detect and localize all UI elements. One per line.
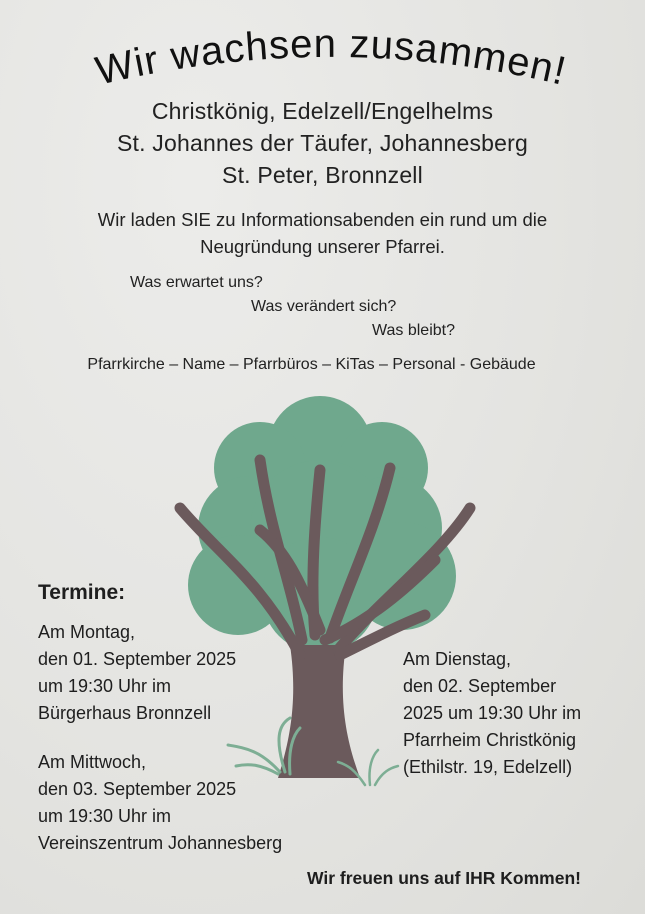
intro-line-2: Neugründung unserer Pfarrei. (200, 236, 445, 257)
parish-line-2: St. Johannes der Täufer, Johannesberg (116, 130, 529, 156)
appointments-heading: Termine: (38, 581, 126, 604)
closing-note (0, 868, 645, 889)
appointment-2-line-5: (Ethilstr. 19, Edelzell) (403, 757, 573, 777)
appointment-3-line-1: Am Mittwoch, (38, 752, 147, 772)
appointment-1-line-4: Bürgerhaus Bronnzell (38, 703, 212, 723)
topics-line: Pfarrkirche – Name – Pfarrbüros – KiTas – Personal - Gebäude (87, 356, 536, 373)
parish-line-1: Christkönig, Edelzell/Engelhelms (151, 98, 494, 124)
appointment-2 (403, 646, 581, 781)
appointment-1-line-1: Am Montag, (38, 622, 136, 642)
question-1: Was erwartet uns? (130, 274, 263, 291)
parish-line-3: St. Peter, Bronnzell (222, 162, 423, 188)
appointment-3-line-2: den 03. September 2025 (38, 779, 237, 799)
appointment-1-line-2: den 01. September 2025 (38, 649, 237, 669)
intro-line-1: Wir laden SIE zu Informationsabenden ein rund um die (97, 209, 548, 230)
appointment-1-line-3: um 19:30 Uhr im (38, 676, 172, 696)
appointment-1 (38, 619, 236, 727)
appointment-2-line-2: den 02. September (403, 676, 557, 696)
closing-text: Wir freuen uns auf IHR Kommen! (306, 868, 581, 888)
page-title: Wir wachsen zusammen! (91, 21, 571, 94)
appointment-2-line-4: Pfarrheim Christkönig (403, 730, 577, 750)
intro-text (0, 206, 645, 260)
svg-text:Wir wachsen zusammen! (92, 22, 571, 94)
appointment-3-line-4: Vereinszentrum Johannesberg (38, 833, 283, 853)
appointment-3-line-3: um 19:30 Uhr im (38, 806, 172, 826)
appointment-2-line-1: Am Dienstag, (403, 649, 512, 669)
appointment-2-line-3: 2025 um 19:30 Uhr im (403, 703, 582, 723)
appointment-3 (38, 749, 282, 857)
question-2: Was verändert sich? (251, 298, 397, 315)
question-3: Was bleibt? (372, 322, 455, 339)
